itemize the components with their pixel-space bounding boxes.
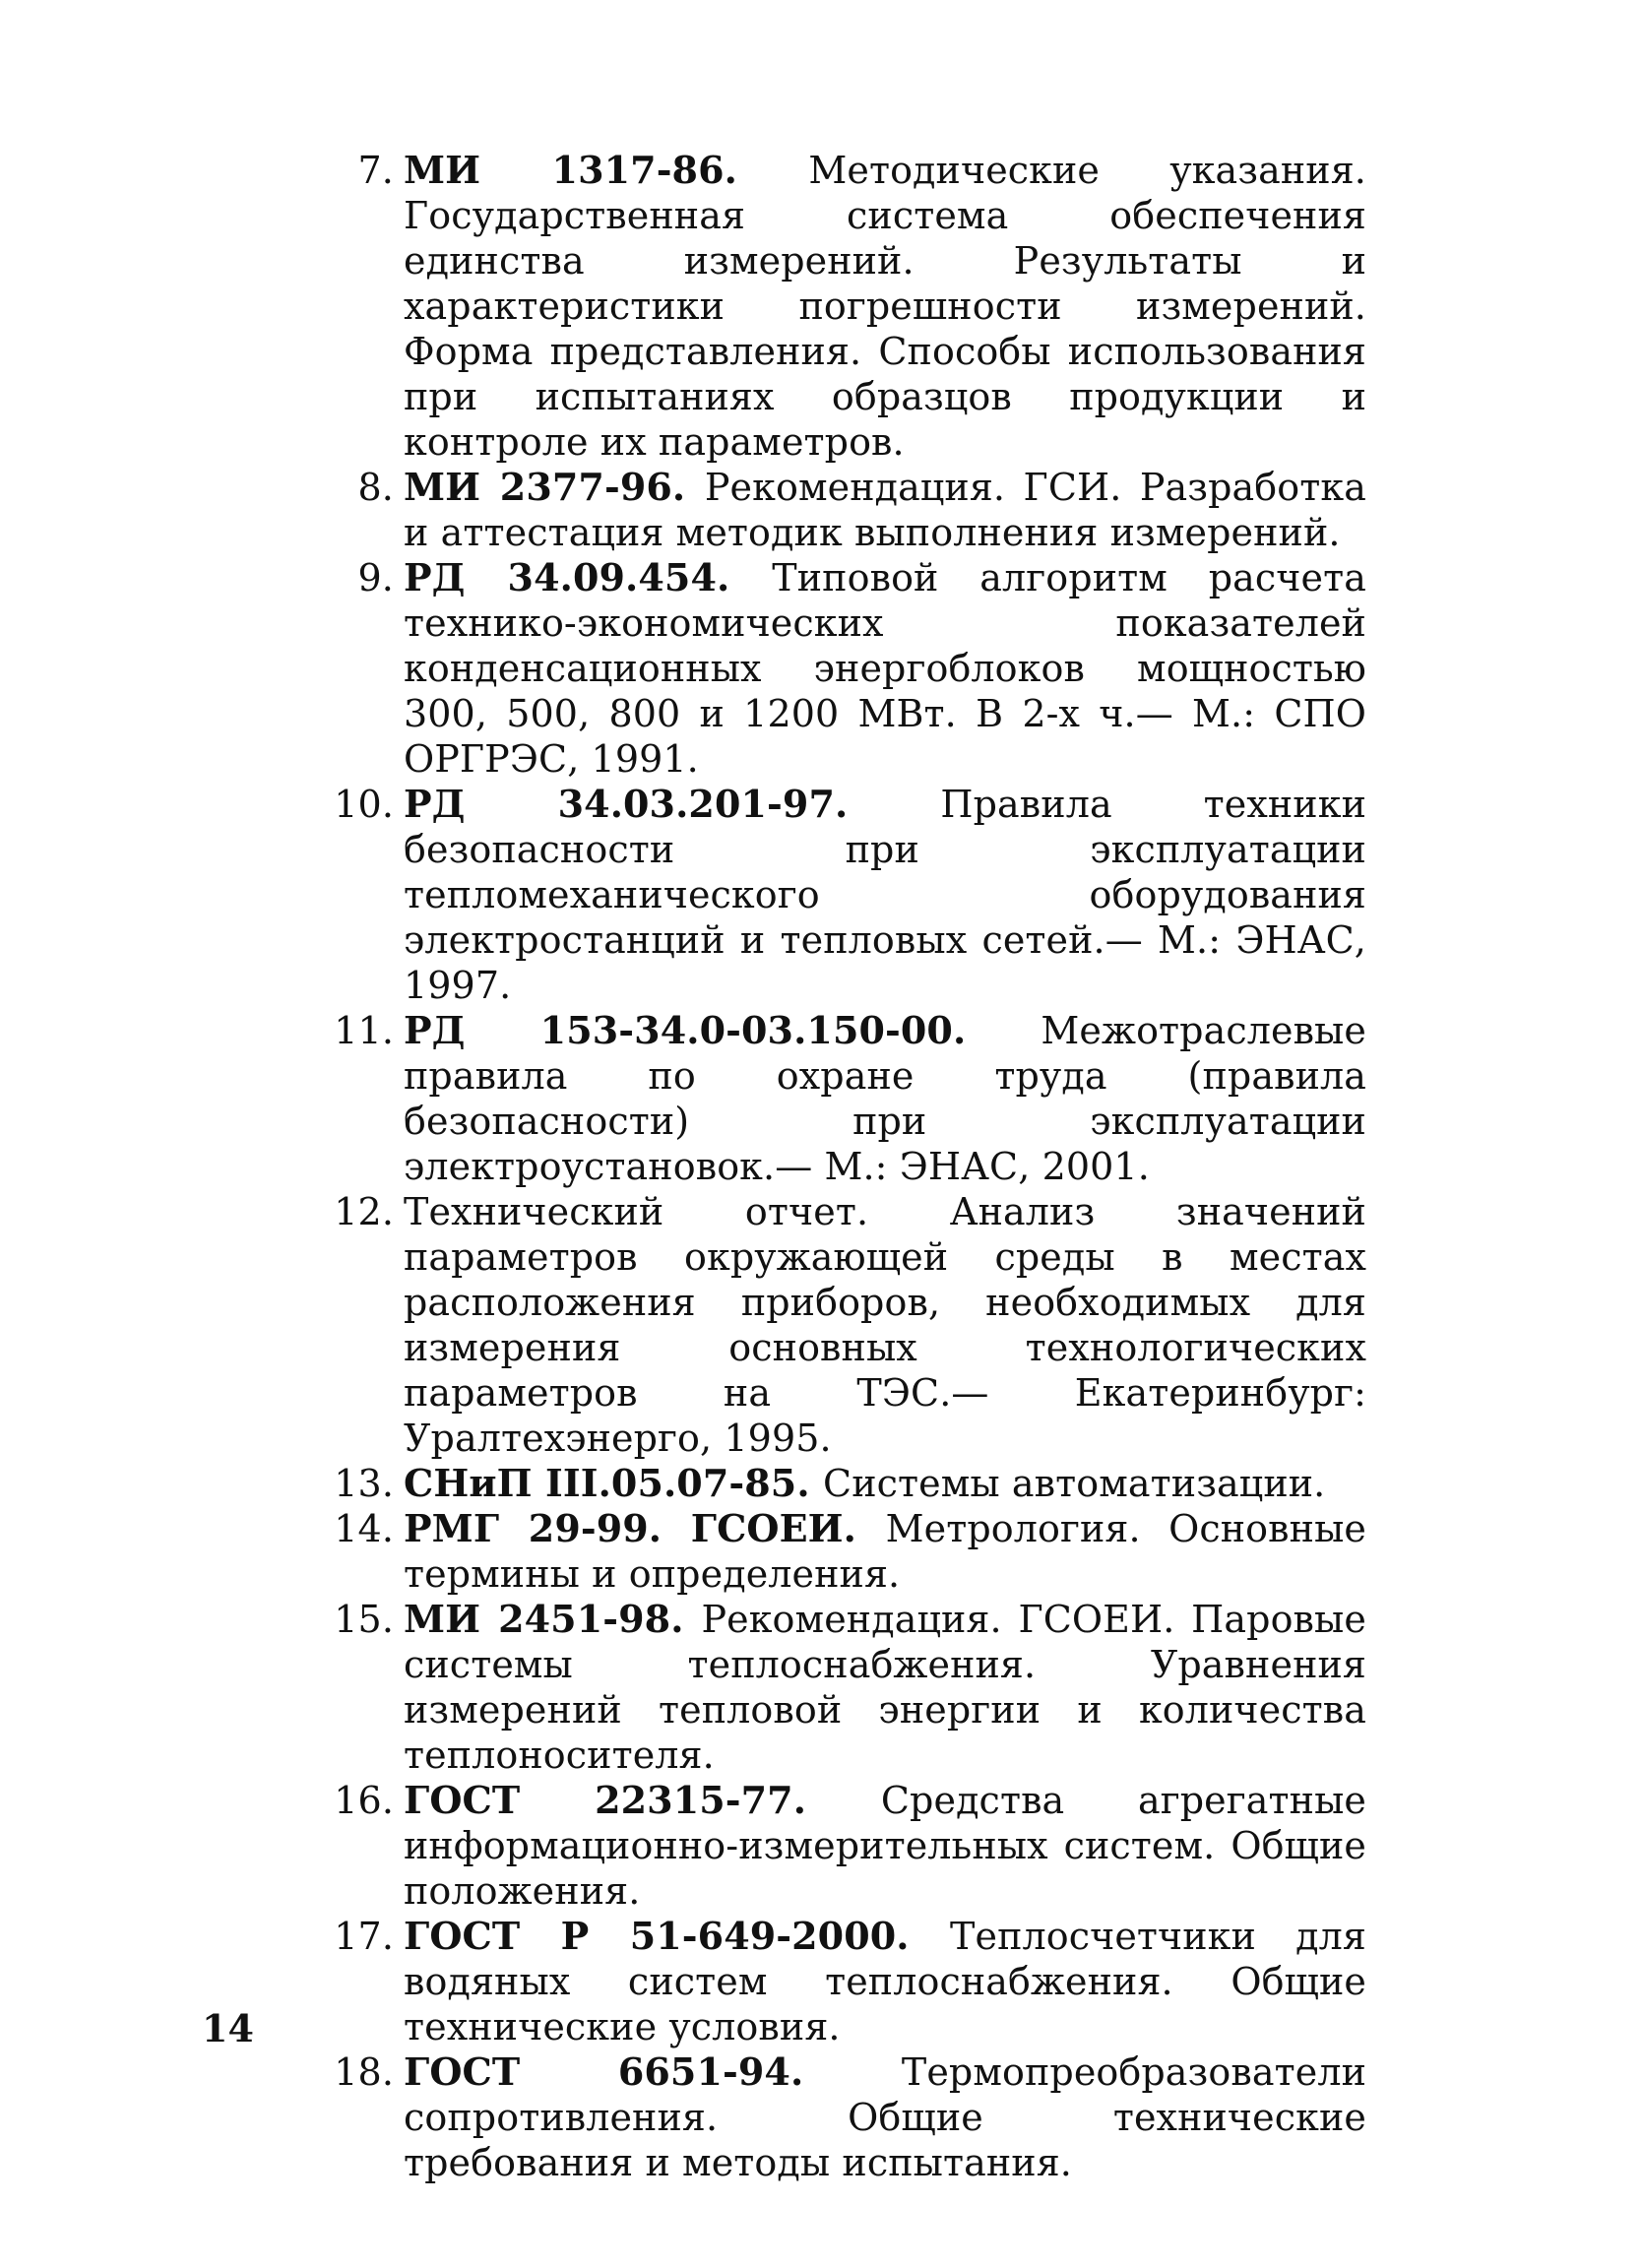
reference-code: СНиП III.05.07-85.	[404, 1461, 824, 1505]
reference-text: Методические указания. Государственная система обеспечения единства измерений. Результаты и характеристики погрешности измерений. Форма представления. Способы использования при испытаниях образцов продукции и контроле их параметров.	[404, 149, 1366, 464]
reference-number: 17.	[334, 1915, 394, 1958]
reference-code: РД 34.03.201-97.	[404, 782, 941, 826]
reference-number: 18.	[334, 2050, 394, 2094]
reference-item	[325, 1914, 1366, 2049]
reference-text: Типовой алгоритм расчета технико-экономических показателей конденсационных энергоблоков мощностью 300, 500, 800 и 1200 МВт. В 2-х ч.— М.: СПО ОРГРЭС, 1991.	[404, 556, 1366, 781]
reference-code: РД 34.09.454.	[404, 555, 773, 599]
reference-number: 9.	[357, 556, 394, 599]
reference-text: Метрология. Основные термины и определения.	[404, 1507, 1366, 1596]
reference-text: Рекомендация. ГСОЕИ. Паровые системы теплоснабжения. Уравнения измерений тепловой энергии и количества теплоносителя.	[404, 1598, 1366, 1777]
page-number: 14	[202, 2006, 254, 2050]
reference-item	[325, 1506, 1366, 1597]
reference-item	[325, 1597, 1366, 1778]
reference-text: Системы автоматизации.	[823, 1462, 1326, 1505]
reference-item	[325, 148, 1366, 465]
reference-item	[325, 465, 1366, 555]
reference-code: МИ 2377-96.	[404, 465, 705, 509]
reference-item	[325, 555, 1366, 782]
reference-code: ГОСТ Р 51-649-2000.	[404, 1914, 951, 1958]
reference-number: 13.	[334, 1462, 394, 1505]
reference-text: Межотраслевые правила по охране труда (правила безопасности) при эксплуатации электроустановок.— М.: ЭНАС, 2001.	[404, 1009, 1366, 1188]
reference-text: Теплосчетчики для водяных систем теплоснабжения. Общие технические условия.	[404, 1915, 1366, 2048]
reference-number: 14.	[334, 1507, 394, 1550]
reference-number: 16.	[334, 1779, 394, 1822]
reference-text: Термопреобразователи сопротивления. Общие технические требования и методы испытания.	[404, 2050, 1366, 2184]
reference-list	[325, 148, 1366, 2185]
reference-number: 7.	[357, 149, 394, 192]
reference-number: 8.	[357, 466, 394, 509]
reference-number: 15.	[334, 1598, 394, 1641]
reference-text: Средства агрегатные информационно-измерительных систем. Общие положения.	[404, 1779, 1366, 1913]
reference-code: РМГ 29-99. ГСОЕИ.	[404, 1506, 886, 1550]
reference-code: МИ 1317-86.	[404, 148, 809, 192]
reference-number: 10.	[334, 783, 394, 826]
reference-code: ГОСТ 22315-77.	[404, 1778, 881, 1822]
reference-number: 11.	[334, 1009, 394, 1052]
reference-text: Рекомендация. ГСИ. Разработка и аттестация методик выполнения измерений.	[404, 466, 1366, 554]
reference-text: Технический отчет. Анализ значений параметров окружающей среды в местах расположения приборов, необходимых для измерения основных технологических параметров на ТЭС.— Екатеринбург: Уралтехэнерго, 1995.	[404, 1190, 1366, 1460]
reference-item	[325, 1461, 1366, 1506]
reference-code: ГОСТ 6651-94.	[404, 2049, 902, 2094]
reference-item	[325, 1189, 1366, 1461]
reference-item	[325, 1008, 1366, 1189]
reference-code: МИ 2451-98.	[404, 1597, 702, 1641]
reference-number: 12.	[334, 1190, 394, 1233]
reference-text: Правила техники безопасности при эксплуатации тепломеханического оборудования электростанций и тепловых сетей.— М.: ЭНАС, 1997.	[404, 783, 1366, 1007]
reference-item	[325, 2049, 1366, 2185]
reference-item	[325, 1778, 1366, 1914]
reference-code: РД 153-34.0-03.150-00.	[404, 1008, 1041, 1052]
reference-item	[325, 782, 1366, 1008]
